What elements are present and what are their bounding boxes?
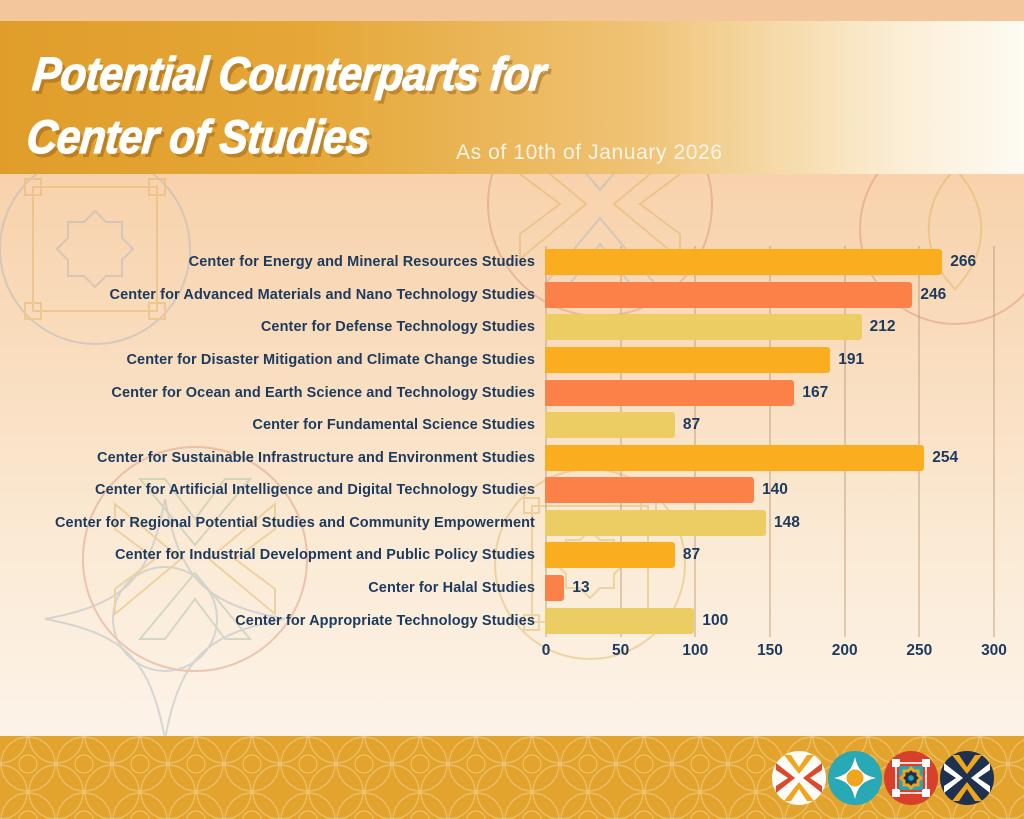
- table-row: [0, 539, 1010, 572]
- header-banner: [0, 21, 1024, 174]
- table-row: [0, 344, 1010, 377]
- table-row: [0, 604, 1010, 637]
- table-row: [0, 409, 1010, 442]
- bar-label: Center for Halal Studies: [368, 580, 535, 597]
- table-row: [0, 246, 1010, 279]
- bar: [545, 542, 675, 568]
- bar-label: Center for Artificial Intelligence and Digital Technology Studies: [95, 482, 535, 499]
- bar-value: 266: [950, 253, 977, 271]
- bar-label: Center for Disaster Mitigation and Climate Change Studies: [126, 352, 535, 369]
- plot-rows: [0, 246, 1010, 637]
- bar: [545, 249, 942, 275]
- bar-label: Center for Appropriate Technology Studies: [235, 612, 535, 629]
- bar-value: 246: [920, 285, 947, 303]
- table-row: [0, 311, 1010, 344]
- x-tick-label: 0: [541, 642, 551, 659]
- bar-value: 100: [702, 611, 729, 629]
- bar: [545, 282, 912, 308]
- bar-label: Center for Fundamental Science Studies: [252, 417, 535, 434]
- page-title-line2: Center of Studies: [24, 109, 373, 163]
- x-tick-label: 300: [981, 642, 1007, 659]
- x-tick-label: 200: [831, 642, 858, 659]
- table-row: [0, 507, 1010, 540]
- subtitle-date: As of 10th of January 2026: [456, 141, 723, 164]
- bar-value: 13: [572, 579, 590, 597]
- bar-track: [545, 445, 1010, 471]
- bar: [545, 510, 766, 536]
- bar-value: 87: [682, 546, 701, 564]
- top-strip: [0, 0, 1024, 21]
- bar-track: [545, 347, 1010, 373]
- bar: [545, 380, 794, 406]
- bar-value: 212: [869, 318, 896, 336]
- bar-value: 140: [762, 481, 788, 499]
- bar-value: 254: [932, 448, 959, 466]
- bar-track: [545, 542, 1010, 568]
- bar-value: 87: [682, 416, 701, 434]
- bar-label: Center for Defense Technology Studies: [260, 319, 535, 336]
- x-tick-label: 150: [757, 642, 783, 659]
- bar: [545, 445, 924, 471]
- bar-value: 191: [838, 351, 865, 369]
- bar-track: [545, 477, 1010, 503]
- bar-track: [545, 380, 1010, 406]
- bar: [545, 412, 675, 438]
- x-tick-label: 250: [906, 642, 933, 659]
- bar-label: Center for Advanced Materials and Nano Technology Studies: [109, 286, 535, 303]
- red-circle-teal-star-emblem: [884, 751, 938, 805]
- bar: [545, 477, 754, 503]
- bar-label: Center for Ocean and Earth Science and Technology Studies: [111, 384, 535, 401]
- table-row: [0, 279, 1010, 312]
- bar-label: Center for Energy and Mineral Resources Studies: [188, 254, 535, 271]
- table-row: [0, 441, 1010, 474]
- table-row: [0, 572, 1010, 605]
- teal-circle-white-star-emblem: [828, 751, 882, 805]
- x-tick-label: 100: [682, 642, 709, 659]
- footer-logos: [770, 749, 996, 807]
- x-axis: [541, 642, 1007, 664]
- bar-track: [545, 412, 1010, 438]
- navy-circle-white-gold-x-emblem: [940, 751, 994, 805]
- white-circle-red-gold-x-emblem: [772, 751, 826, 805]
- bar-track: [545, 249, 1010, 275]
- bar-track: [545, 575, 1010, 601]
- bar-value: 167: [802, 383, 829, 401]
- x-tick-label: 50: [612, 642, 630, 659]
- page-title-line1: Potential Counterparts for: [30, 47, 549, 100]
- bar-track: [545, 314, 1010, 340]
- table-row: [0, 376, 1010, 409]
- bar: [545, 347, 830, 373]
- bar: [545, 608, 694, 634]
- bar: [545, 314, 862, 340]
- bar-track: [545, 608, 1010, 634]
- bar-label: Center for Industrial Development and Public Policy Studies: [114, 547, 535, 564]
- bar-label: Center for Sustainable Infrastructure and Environment Studies: [97, 449, 535, 466]
- bar-track: [545, 282, 1010, 308]
- bar-track: [545, 510, 1010, 536]
- bar-label: Center for Regional Potential Studies and Community Empowerment: [54, 514, 535, 531]
- bar-value: 148: [774, 513, 800, 531]
- table-row: [0, 474, 1010, 507]
- bar: [545, 575, 564, 601]
